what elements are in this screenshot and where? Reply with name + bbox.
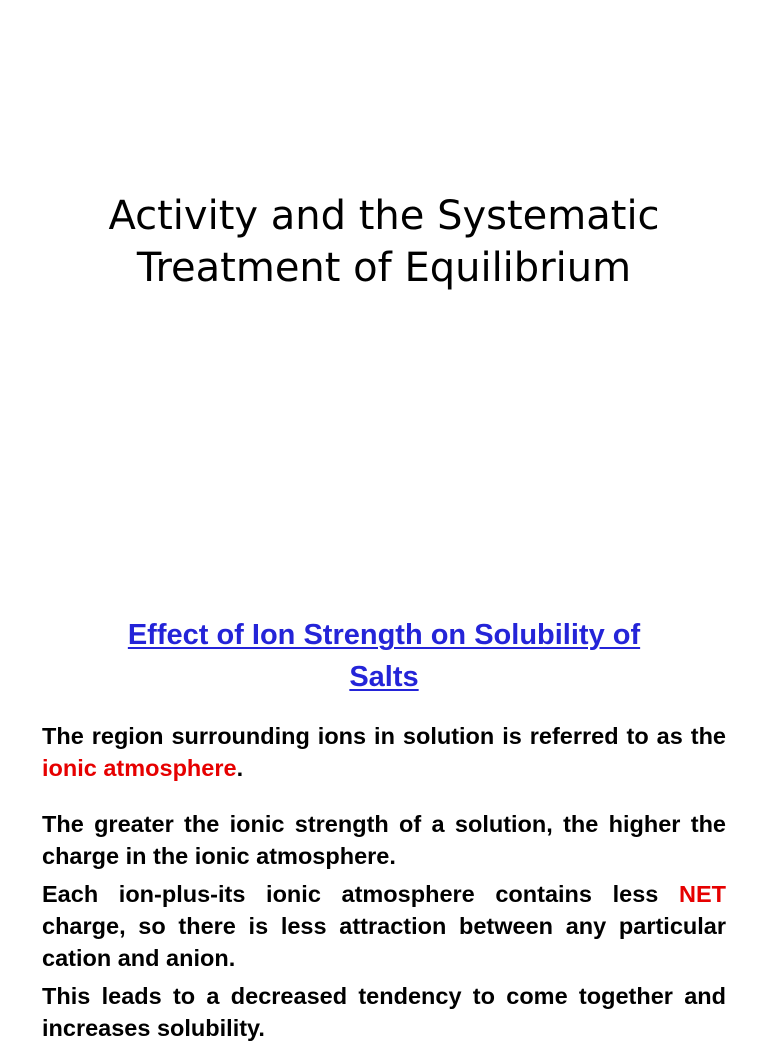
paragraph-ionic-strength: The greater the ionic strength of a solution, the higher the charge in the ionic atmosphere. (42, 811, 726, 869)
paragraph-3-end: charge, so there is less attraction between any particular cation and anion. (42, 913, 726, 971)
section-heading-line-1: Effect of Ion Strength on Solubility of (127, 619, 641, 651)
highlight-net: NET (679, 881, 726, 907)
section-heading-line-2: Salts (349, 661, 419, 693)
slide-title (0, 190, 768, 294)
highlight-ionic-atmosphere: ionic atmosphere (42, 755, 237, 781)
section-heading (40, 614, 728, 698)
paragraph-net-charge (42, 878, 726, 974)
paragraph-3-text: Each ion-plus-its ionic atmosphere contains less (42, 881, 679, 907)
slide-title-line-2: Treatment of Equilibrium (136, 245, 632, 291)
paragraph-solubility: This leads to a decreased tendency to come together and increases solubility. (42, 983, 726, 1041)
slide-title-line-1: Activity and the Systematic (108, 193, 660, 239)
paragraph-1-text: The region surrounding ions in solution is referred to as the (42, 723, 726, 749)
paragraph-1-end: . (236, 755, 244, 781)
paragraph-ionic-atmosphere (42, 720, 726, 784)
